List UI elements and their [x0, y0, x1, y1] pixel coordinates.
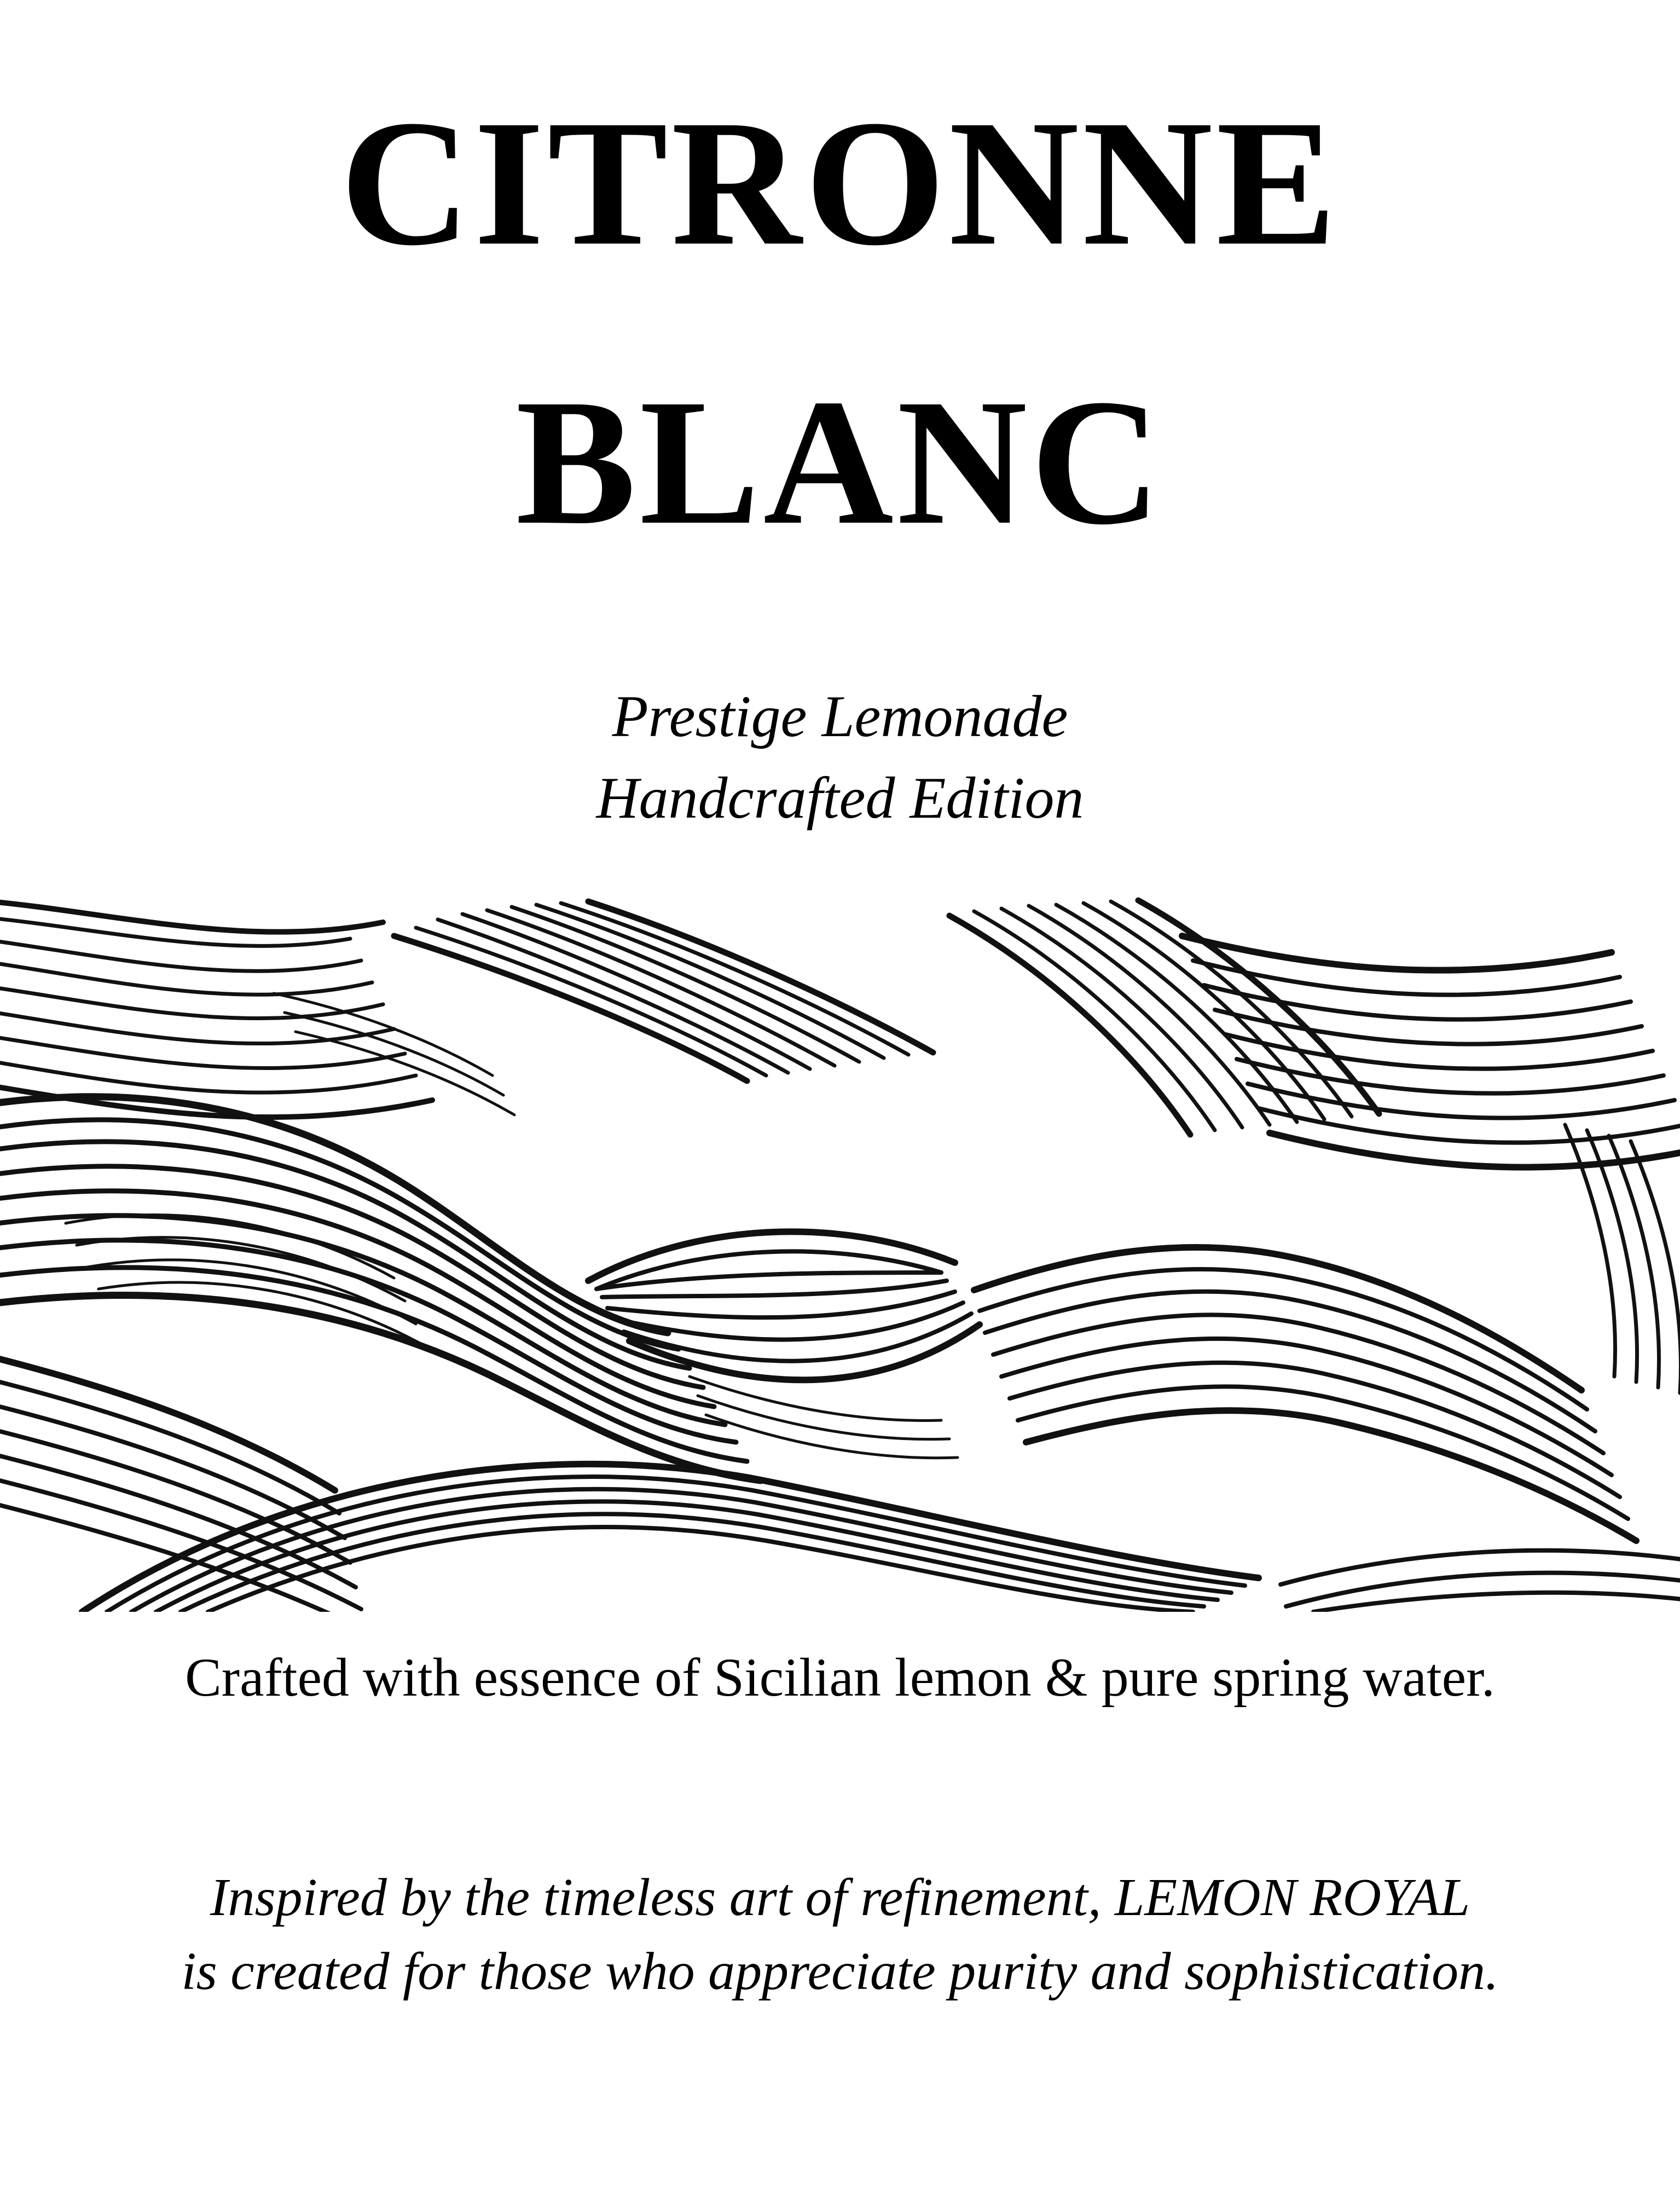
brand-statement-block [0, 1861, 1680, 2009]
wave-artwork-illustration [0, 895, 1680, 1612]
subtitle-block [0, 676, 1680, 839]
subtitle-line-1: Prestige Lemonade [612, 684, 1068, 749]
brand-statement-line-1: Inspired by the timeless art of refinement, LEMON ROYAL [210, 1868, 1470, 1927]
ingredient-caption: Crafted with essence of Sicilian lemon & pure spring water. [185, 1647, 1495, 1708]
brand-title-block [0, 83, 1680, 562]
subtitle-line-2: Handcrafted Edition [596, 766, 1084, 831]
brand-statement-line-2: is created for those who appreciate purity and sophistication. [181, 1942, 1499, 2002]
brand-name-line-1: CITRONNE [340, 83, 1340, 283]
brand-name-line-2: BLANC [515, 362, 1165, 562]
